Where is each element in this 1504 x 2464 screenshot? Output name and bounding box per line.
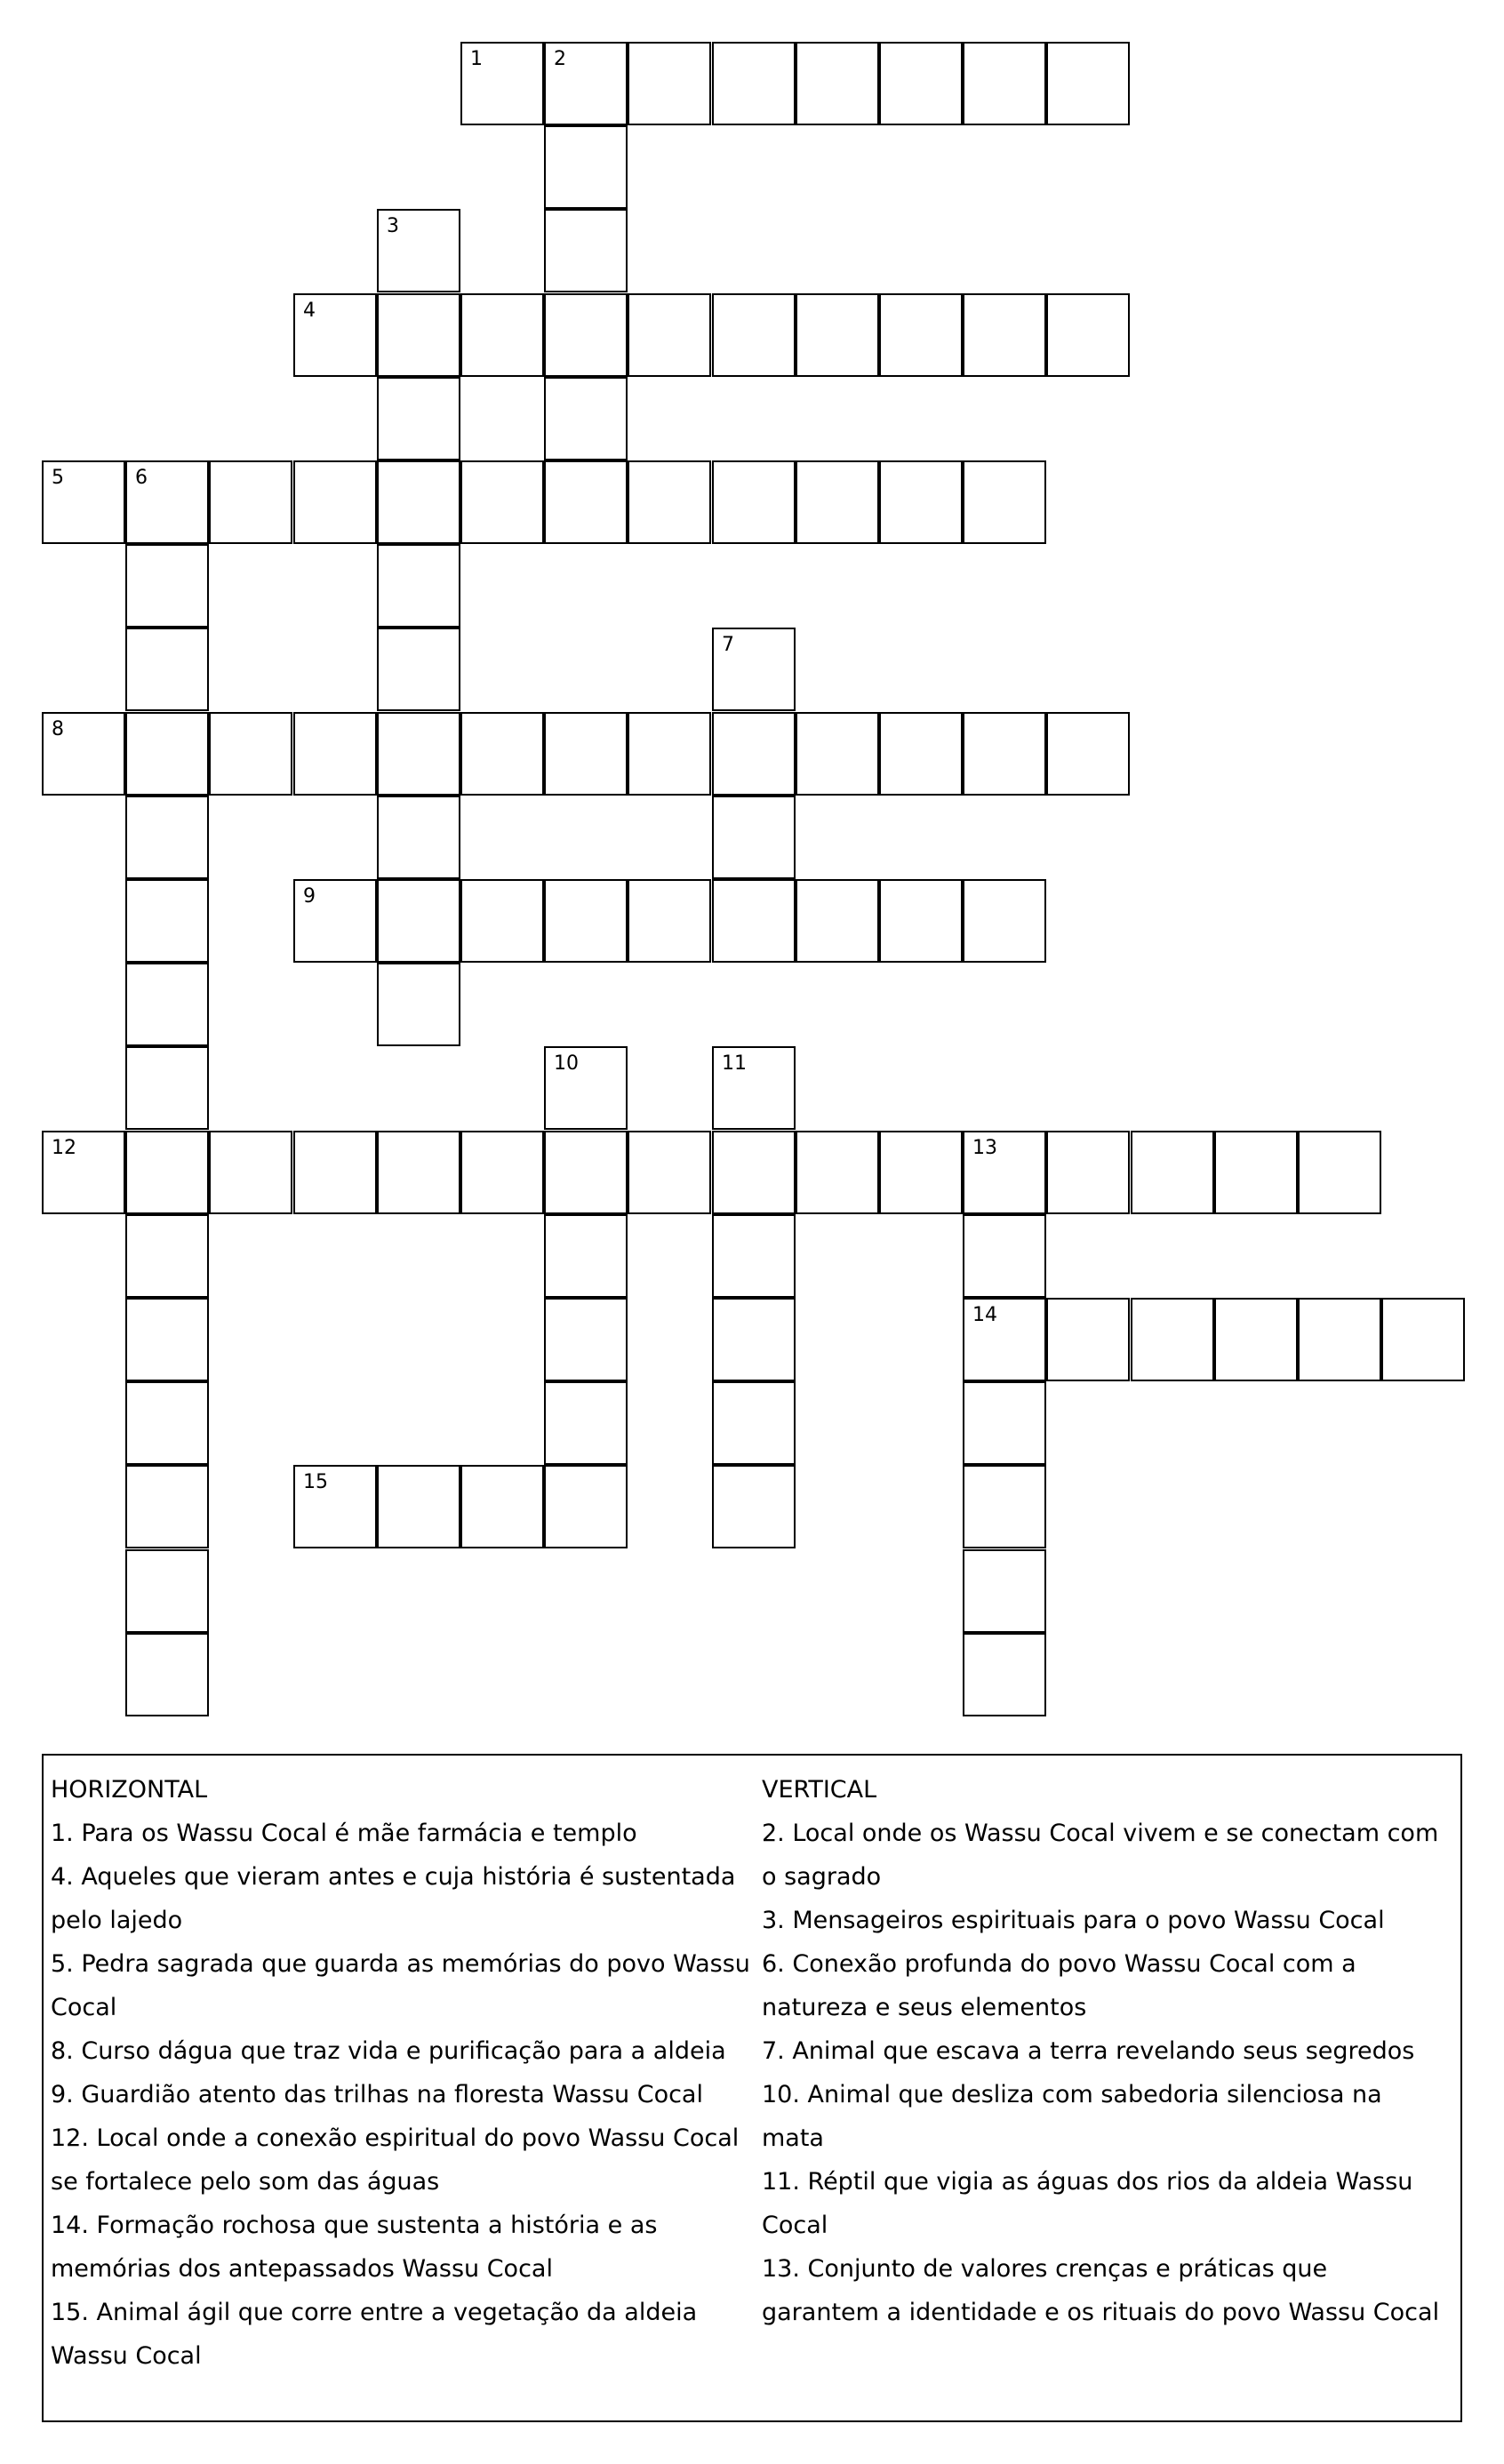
clue-number: 7 — [722, 634, 734, 656]
grid-cell[interactable] — [125, 1214, 209, 1298]
clue-number: 9 — [303, 885, 316, 908]
clue-number: 11 — [722, 1052, 747, 1075]
grid-cell[interactable] — [796, 293, 879, 377]
clue-down-6: 6. Conexão profunda do povo Wassu Cocal com a natureza e seus elementos — [762, 1950, 1356, 2021]
grid-cell[interactable] — [879, 1131, 963, 1214]
grid-cell[interactable] — [125, 796, 209, 879]
grid-cell[interactable] — [712, 879, 796, 963]
grid-cell[interactable] — [963, 1131, 1046, 1214]
grid-cell[interactable] — [796, 1131, 879, 1214]
grid-cell[interactable] — [125, 1131, 209, 1214]
grid-cell[interactable] — [712, 1381, 796, 1465]
grid-cell[interactable] — [544, 460, 628, 544]
grid-cell[interactable] — [460, 1465, 544, 1548]
grid-cell[interactable] — [377, 628, 460, 711]
grid-cell[interactable] — [544, 125, 628, 209]
grid-cell[interactable] — [544, 1131, 628, 1214]
grid-cell[interactable] — [125, 1298, 209, 1381]
horizontal-clues-column — [51, 1768, 753, 2378]
grid-cell[interactable] — [1131, 1131, 1214, 1214]
grid-cell[interactable] — [1131, 1298, 1214, 1381]
grid-cell[interactable] — [42, 1131, 125, 1214]
clue-number: 6 — [135, 467, 148, 489]
grid-cell[interactable] — [712, 1046, 796, 1130]
grid-cell[interactable] — [125, 544, 209, 628]
grid-cell[interactable] — [879, 879, 963, 963]
grid-cell[interactable] — [377, 712, 460, 796]
clue-across-4: 4. Aqueles que vieram antes e cuja história é sustentada pelo lajedo — [51, 1863, 736, 1934]
grid-cell[interactable] — [712, 796, 796, 879]
grid-cell[interactable] — [293, 712, 377, 796]
clue-across-8: 8. Curso dágua que traz vida e purificação para a aldeia — [51, 2037, 726, 2065]
grid-cell[interactable] — [1046, 293, 1130, 377]
grid-cell[interactable] — [963, 1633, 1046, 1716]
clue-number: 13 — [972, 1137, 997, 1159]
grid-cell[interactable] — [125, 460, 209, 544]
grid-cell[interactable] — [879, 460, 963, 544]
grid-cell[interactable] — [125, 1381, 209, 1465]
clue-across-12: 12. Local onde a conexão espiritual do povo Wassu Cocal se fortalece pelo som das águas — [51, 2124, 740, 2196]
clue-number: 1 — [470, 48, 483, 70]
grid-cell[interactable] — [712, 628, 796, 711]
grid-cell[interactable] — [796, 460, 879, 544]
grid-cell[interactable] — [293, 1465, 377, 1548]
grid-cell[interactable] — [712, 1214, 796, 1298]
grid-cell[interactable] — [544, 1298, 628, 1381]
grid-cell[interactable] — [963, 1549, 1046, 1633]
grid-cell[interactable] — [963, 460, 1046, 544]
grid-cell[interactable] — [963, 712, 1046, 796]
clue-across-9: 9. Guardião atento das trilhas na floresta Wassu Cocal — [51, 2081, 703, 2108]
grid-cell[interactable] — [460, 293, 544, 377]
grid-cell[interactable] — [796, 42, 879, 125]
grid-cell[interactable] — [628, 712, 711, 796]
clue-across-15: 15. Animal ágil que corre entre a vegetação da aldeia Wassu Cocal — [51, 2299, 698, 2370]
grid-cell[interactable] — [1046, 42, 1130, 125]
grid-cell[interactable] — [544, 1046, 628, 1130]
grid-cell[interactable] — [293, 879, 377, 963]
grid-cell[interactable] — [963, 293, 1046, 377]
grid-cell[interactable] — [1046, 712, 1130, 796]
grid-cell[interactable] — [879, 712, 963, 796]
grid-cell[interactable] — [963, 1214, 1046, 1298]
clue-down-7: 7. Animal que escava a terra revelando seus segredos — [762, 2037, 1415, 2065]
grid-cell[interactable] — [377, 963, 460, 1046]
grid-cell[interactable] — [125, 1549, 209, 1633]
clue-down-10: 10. Animal que desliza com sabedoria silenciosa na mata — [762, 2081, 1382, 2152]
grid-cell[interactable] — [377, 1465, 460, 1548]
clue-number: 10 — [554, 1052, 579, 1075]
grid-cell[interactable] — [796, 879, 879, 963]
grid-cell[interactable] — [712, 712, 796, 796]
clue-down-2: 2. Local onde os Wassu Cocal vivem e se conectam com o sagrado — [762, 1820, 1439, 1891]
clue-number: 5 — [52, 467, 64, 489]
vertical-clues-column — [762, 1768, 1451, 2334]
grid-cell[interactable] — [712, 1131, 796, 1214]
grid-cell[interactable] — [460, 712, 544, 796]
clue-number: 15 — [303, 1471, 328, 1493]
grid-cell[interactable] — [460, 1131, 544, 1214]
grid-cell[interactable] — [125, 1465, 209, 1548]
grid-cell[interactable] — [42, 460, 125, 544]
vertical-title: VERTICAL — [762, 1776, 877, 1804]
grid-cell[interactable] — [125, 963, 209, 1046]
grid-cell[interactable] — [209, 1131, 292, 1214]
clue-across-5: 5. Pedra sagrada que guarda as memórias do povo Wassu Cocal — [51, 1950, 750, 2021]
grid-cell[interactable] — [796, 712, 879, 796]
clue-across-1: 1. Para os Wassu Cocal é mãe farmácia e templo — [51, 1820, 637, 1847]
grid-cell[interactable] — [460, 42, 544, 125]
grid-cell[interactable] — [42, 712, 125, 796]
grid-cell[interactable] — [628, 879, 711, 963]
grid-cell[interactable] — [963, 879, 1046, 963]
grid-cell[interactable] — [1298, 1131, 1381, 1214]
grid-cell[interactable] — [963, 1381, 1046, 1465]
grid-cell[interactable] — [125, 712, 209, 796]
horizontal-title: HORIZONTAL — [51, 1776, 208, 1804]
clue-down-11: 11. Réptil que vigia as águas dos rios da aldeia Wassu Cocal — [762, 2168, 1413, 2239]
clue-down-13: 13. Conjunto de valores crenças e práticas que garantem a identidade e os rituais do povo Wassu Cocal — [762, 2255, 1440, 2326]
clue-number: 3 — [387, 215, 399, 237]
grid-cell[interactable] — [125, 628, 209, 711]
grid-cell[interactable] — [712, 1298, 796, 1381]
grid-cell[interactable] — [544, 209, 628, 292]
grid-cell[interactable] — [293, 1131, 377, 1214]
grid-cell[interactable] — [1214, 1298, 1298, 1381]
grid-cell[interactable] — [377, 879, 460, 963]
grid-cell[interactable] — [1298, 1298, 1381, 1381]
grid-cell[interactable] — [377, 209, 460, 292]
grid-cell[interactable] — [1046, 1131, 1130, 1214]
clue-number: 12 — [52, 1137, 76, 1159]
grid-cell[interactable] — [963, 42, 1046, 125]
grid-cell[interactable] — [544, 879, 628, 963]
clue-number: 14 — [972, 1304, 997, 1326]
grid-cell[interactable] — [544, 377, 628, 460]
grid-cell[interactable] — [712, 460, 796, 544]
grid-cell[interactable] — [1214, 1131, 1298, 1214]
grid-cell[interactable] — [544, 712, 628, 796]
grid-cell[interactable] — [377, 1131, 460, 1214]
grid-cell[interactable] — [377, 796, 460, 879]
grid-cell[interactable] — [125, 879, 209, 963]
grid-cell[interactable] — [544, 42, 628, 125]
clue-across-14: 14. Formação rochosa que sustenta a história e as memórias dos antepassados Wassu Cocal — [51, 2212, 658, 2283]
grid-cell[interactable] — [293, 460, 377, 544]
grid-cell[interactable] — [460, 879, 544, 963]
grid-cell[interactable] — [628, 460, 711, 544]
grid-cell[interactable] — [209, 460, 292, 544]
grid-cell[interactable] — [712, 293, 796, 377]
clue-number: 8 — [52, 718, 64, 740]
clue-down-3: 3. Mensageiros espirituais para o povo Wassu Cocal — [762, 1907, 1385, 1934]
grid-cell[interactable] — [712, 42, 796, 125]
clue-number: 4 — [303, 300, 316, 322]
grid-cell[interactable] — [377, 460, 460, 544]
grid-cell[interactable] — [293, 293, 377, 377]
grid-cell[interactable] — [879, 42, 963, 125]
grid-cell[interactable] — [377, 544, 460, 628]
grid-cell[interactable] — [125, 1633, 209, 1716]
grid-cell[interactable] — [628, 1131, 711, 1214]
grid-cell[interactable] — [544, 1214, 628, 1298]
clue-number: 2 — [554, 48, 566, 70]
grid-cell[interactable] — [963, 1465, 1046, 1548]
grid-cell[interactable] — [460, 460, 544, 544]
grid-cell[interactable] — [544, 1381, 628, 1465]
grid-cell[interactable] — [544, 1465, 628, 1548]
grid-cell[interactable] — [1381, 1298, 1465, 1381]
grid-cell[interactable] — [712, 1465, 796, 1548]
grid-cell[interactable] — [125, 1046, 209, 1130]
grid-cell[interactable] — [963, 1298, 1046, 1381]
grid-cell[interactable] — [544, 293, 628, 377]
clues-panel — [42, 1754, 1462, 2422]
grid-cell[interactable] — [628, 42, 711, 125]
grid-cell[interactable] — [209, 712, 292, 796]
grid-cell[interactable] — [879, 293, 963, 377]
grid-cell[interactable] — [377, 293, 460, 377]
grid-cell[interactable] — [628, 293, 711, 377]
grid-cell[interactable] — [377, 377, 460, 460]
grid-cell[interactable] — [1046, 1298, 1130, 1381]
